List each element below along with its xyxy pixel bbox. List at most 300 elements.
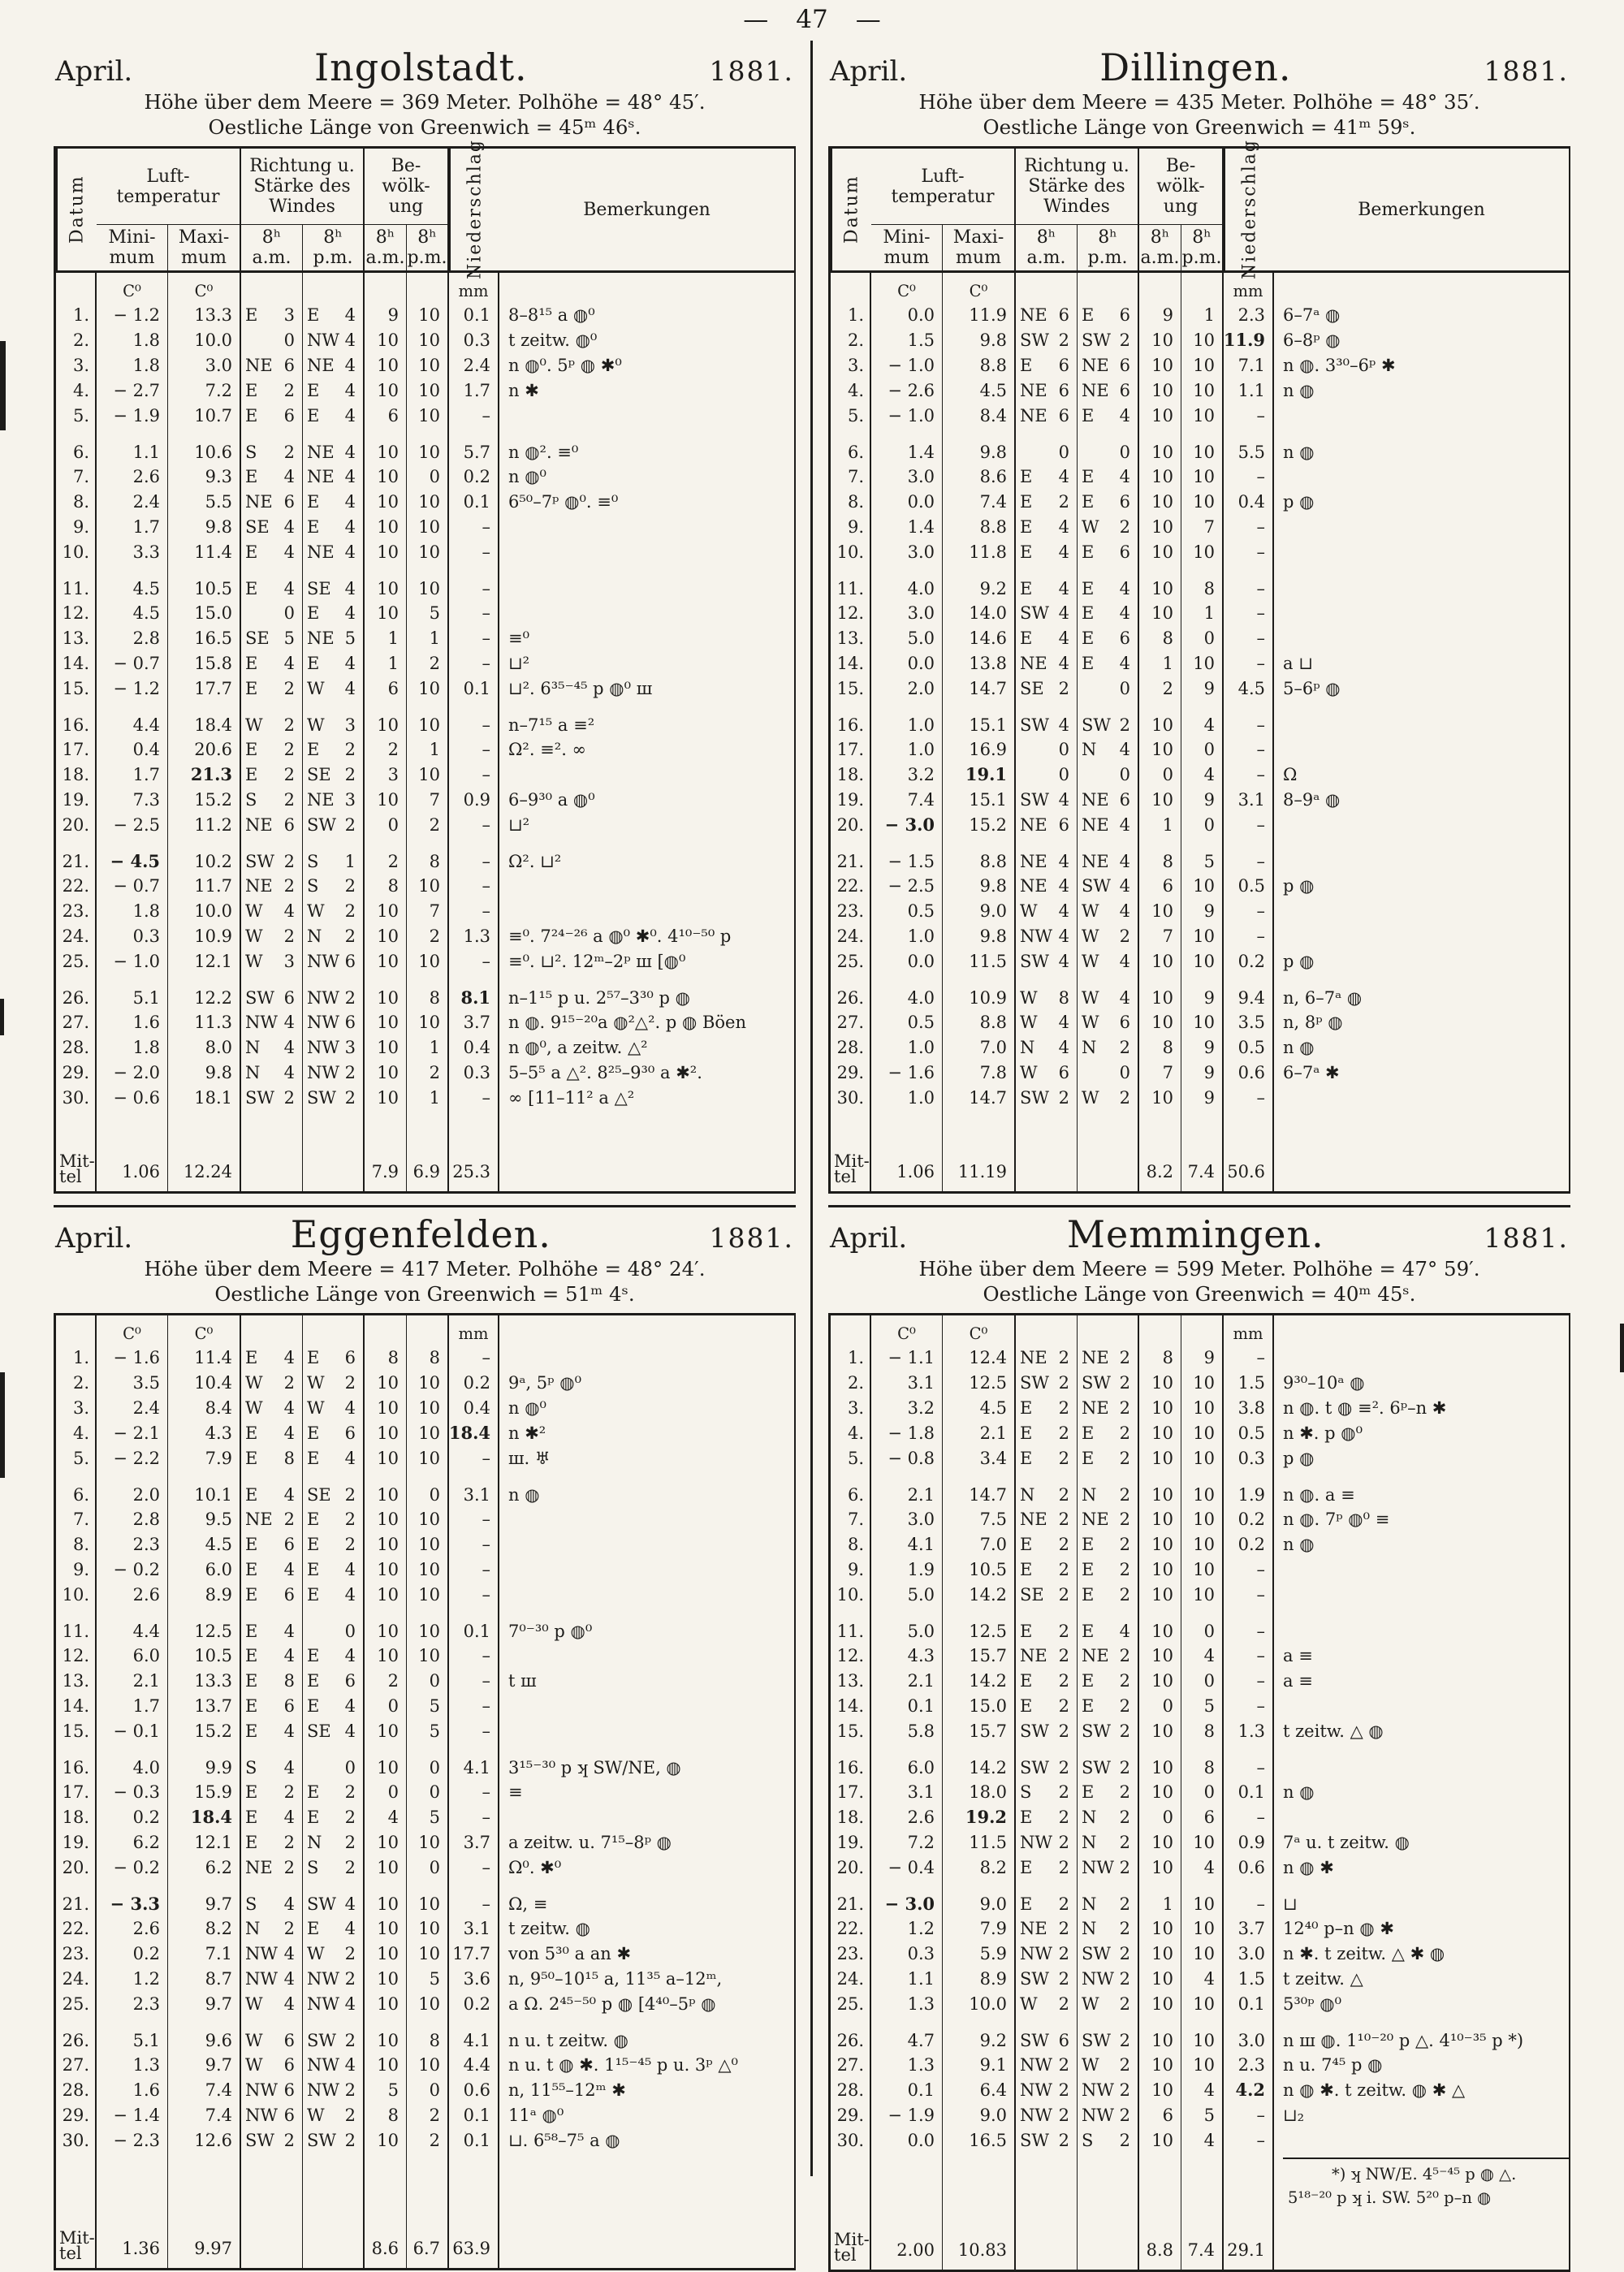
wind-am-dir-cell: N (245, 1037, 261, 1057)
remark-cell (1274, 812, 1569, 837)
precip-cell: 11.9 (1224, 327, 1274, 352)
precip-cell: – (1224, 1668, 1274, 1693)
empty-cell (340, 273, 365, 302)
cloud-pm-cell: 0 (1181, 736, 1224, 762)
mittel-row (831, 1110, 1569, 1191)
wind-pm-dir-cell: E (1082, 628, 1095, 648)
wind-pm-dir-cell: NE (1082, 1347, 1109, 1367)
wind-am-force-cell: 2 (279, 736, 303, 762)
wind-am-force-cell: 2 (1053, 1693, 1078, 1718)
temp-max-cell: 9.9 (168, 1743, 241, 1779)
cloud-am-cell: 10 (1139, 2016, 1181, 2052)
temp-max-cell: 11.4 (168, 1345, 241, 1370)
remark-cell: ≡ (508, 1782, 523, 1802)
wind-am-force-cell: 2 (1053, 1471, 1078, 1506)
temp-min-cell: 0.0 (871, 948, 943, 974)
wind-pm-force-cell: 0 (340, 1607, 365, 1643)
temp-max-cell: 12.4 (943, 1345, 1016, 1370)
month-label: April. (830, 55, 908, 88)
cloud-am-cell: 10 (1139, 736, 1181, 762)
temp-max-cell: 9.5 (168, 1506, 241, 1531)
table-row (831, 539, 1569, 564)
wind-am-force-cell: 2 (279, 1855, 303, 1880)
date-cell: 5. (831, 403, 871, 428)
remark-cell: t zeitw. ◍⁰ (508, 330, 598, 350)
date-cell: 16. (56, 701, 97, 736)
cloud-pm-cell: 10 (1181, 1009, 1224, 1034)
cloud-pm-cell: 8 (407, 837, 449, 873)
remark-cell: n ◍. 7ᵖ ◍⁰ ≡ (1283, 1509, 1390, 1529)
table-row (56, 948, 794, 974)
table-row (831, 837, 1569, 873)
mittel-label: Mit- tel (831, 1110, 871, 1191)
cloud-pm-cell: 10 (1181, 1557, 1224, 1582)
remark-cell: n u. 7⁴⁵ p ◍ (1283, 2054, 1383, 2075)
temp-max-cell: 18.1 (168, 1085, 241, 1110)
precip-cell: 3.7 (1224, 1916, 1274, 1941)
cloud-pm-cell: 10 (407, 873, 449, 898)
wind-pm-dir-cell: E (307, 380, 320, 400)
wind-am-dir-cell (1016, 428, 1053, 464)
wind-am-force-cell: 2 (1053, 1941, 1078, 1966)
wind-pm-dir-cell: E (1082, 579, 1095, 598)
cloud-am-cell: 8 (1139, 1034, 1181, 1060)
wind-pm-dir-cell: NW (307, 1012, 339, 1032)
wind-pm-dir-cell: W (307, 901, 325, 921)
precip-cell: 7.1 (1224, 352, 1274, 378)
wind-am-dir-cell: NW (245, 2105, 278, 2125)
date-cell: 23. (56, 898, 97, 923)
cloud-pm-cell: 10 (407, 1009, 449, 1034)
wind-pm-force-cell: 3 (340, 1034, 365, 1060)
wind-am-dir-cell: E (1020, 1397, 1033, 1418)
temp-max-cell: 9.2 (943, 2016, 1016, 2052)
precip-cell: 3.7 (449, 1829, 499, 1855)
remark-cell: n ◍⁰. 5ᵖ ◍ ✱⁰ (508, 355, 622, 375)
wind-am-force-cell: 4 (279, 514, 303, 539)
remark-cell: 8–8¹⁵ a ◍⁰ (508, 305, 595, 325)
date-cell: 9. (831, 514, 871, 539)
remark-cell: 9ᵃ, 5ᵖ ◍⁰ (508, 1372, 581, 1393)
table-row (56, 1034, 794, 1060)
cloud-am-cell: 10 (365, 701, 407, 736)
cloud-am-cell: 1 (1139, 650, 1181, 676)
date-cell: 19. (56, 1829, 97, 1855)
date-cell: 26. (831, 974, 871, 1009)
temp-max-cell: 8.4 (168, 1395, 241, 1420)
temp-max-cell: 12.5 (943, 1370, 1016, 1395)
cloud-pm-cell: 10 (407, 1531, 449, 1557)
wind-pm-dir-cell: NE (1082, 380, 1109, 400)
remark-cell (1274, 837, 1569, 873)
wind-pm-dir-cell: W (1082, 926, 1099, 946)
cloud-am-cell: 10 (1139, 1531, 1181, 1557)
wind-am-force-cell: 6 (1053, 403, 1078, 428)
col-wind-am: 8ʰ a.m. (241, 225, 303, 270)
empty-cell (1139, 2153, 1181, 2224)
remark-cell (499, 600, 794, 625)
cloud-am-cell: 10 (365, 514, 407, 539)
wind-am-dir-cell: NW (1020, 1943, 1052, 1963)
cloud-pm-cell: 1 (407, 736, 449, 762)
wind-pm-dir-cell: E (307, 1509, 320, 1529)
cloud-am-cell: 2 (365, 736, 407, 762)
wind-am-force-cell: 2 (279, 873, 303, 898)
date-cell: 14. (831, 650, 871, 676)
wind-am-dir-cell: E (1020, 1670, 1033, 1691)
wind-pm-force-cell: 6 (1115, 539, 1139, 564)
temp-min-cell: 2.4 (97, 1395, 168, 1420)
mittel-precip: 63.9 (449, 2153, 499, 2268)
footnote-row (831, 2153, 1569, 2224)
cloud-am-cell: 1 (1139, 812, 1181, 837)
wind-pm-force-cell: 4 (1115, 974, 1139, 1009)
temp-max-cell: 10.2 (168, 837, 241, 873)
date-cell: 7. (56, 1506, 97, 1531)
precip-cell: 3.0 (1224, 1941, 1274, 1966)
table-row (56, 1531, 794, 1557)
wind-pm-force-cell: 2 (340, 974, 365, 1009)
col-bemerkungen: Bemerkungen (1358, 199, 1485, 220)
mittel-precip: 50.6 (1224, 1110, 1274, 1191)
wind-am-dir-cell: E (1020, 516, 1033, 537)
cloud-pm-cell: 10 (1181, 650, 1224, 676)
wind-am-dir-cell: SW (245, 852, 274, 871)
unit-mm: mm (1224, 1315, 1274, 1345)
table-row (831, 1370, 1569, 1395)
wind-am-force-cell: 2 (1053, 1395, 1078, 1420)
wind-pm-dir-cell: E (307, 1807, 320, 1827)
temp-max-cell: 16.5 (943, 2127, 1016, 2153)
unit-celsius: C⁰ (943, 273, 1016, 302)
table-row (831, 489, 1569, 514)
cloud-am-cell: 10 (365, 948, 407, 974)
wind-pm-force-cell: 3 (340, 787, 365, 812)
temp-max-cell: 7.4 (168, 2102, 241, 2127)
cloud-am-cell: 5 (365, 2077, 407, 2102)
table-row (831, 1743, 1569, 1779)
temp-max-cell: 14.7 (943, 676, 1016, 701)
wind-pm-force-cell: 4 (1115, 464, 1139, 489)
wind-am-dir-cell: W (245, 1397, 263, 1418)
date-cell: 22. (831, 873, 871, 898)
wind-am-force-cell: 4 (279, 1060, 303, 1085)
precip-cell: – (1224, 2127, 1274, 2153)
remark-cell: ⊔² (508, 814, 530, 835)
wind-am-dir-cell: E (245, 1622, 258, 1641)
precip-cell: 0.1 (449, 676, 499, 701)
precip-cell: 9.4 (1224, 974, 1274, 1009)
wind-am-force-cell: 6 (1053, 352, 1078, 378)
temp-min-cell: − 2.0 (97, 1060, 168, 1085)
cloud-pm-cell: 10 (1181, 428, 1224, 464)
temp-max-cell: 15.0 (168, 600, 241, 625)
wind-pm-dir-cell: E (307, 1559, 320, 1579)
temp-max-cell: 11.3 (168, 1009, 241, 1034)
wind-am-dir-cell: W (1020, 901, 1038, 921)
temp-min-cell: 2.6 (97, 464, 168, 489)
table-row (56, 2102, 794, 2127)
wind-am-force-cell: 6 (1053, 2016, 1078, 2052)
empty-cell (499, 1110, 794, 1191)
empty-cell (499, 1315, 794, 1345)
date-cell: 2. (831, 327, 871, 352)
temp-max-cell: 13.8 (943, 650, 1016, 676)
empty-cell (831, 2153, 871, 2224)
wind-am-force-cell: 0 (1053, 428, 1078, 464)
mittel-row (831, 2224, 1569, 2270)
cloud-pm-cell: 0 (1181, 1607, 1224, 1643)
wind-pm-force-cell: 2 (1115, 1941, 1139, 1966)
remark-cell: ⊔. 6⁵⁸–7⁵ a ◍ (508, 2130, 620, 2150)
date-cell: 19. (831, 1829, 871, 1855)
wind-pm-force-cell: 2 (1115, 1370, 1139, 1395)
empty-cell (499, 273, 794, 302)
cloud-pm-cell: 9 (1181, 676, 1224, 701)
remark-cell: 5³⁰ᵖ ◍⁰ (1283, 1993, 1342, 2014)
temp-min-cell: − 3.0 (871, 1880, 943, 1916)
date-cell: 12. (56, 1643, 97, 1668)
temp-min-cell: − 0.1 (97, 1718, 168, 1743)
wind-am-dir-cell: E (1020, 355, 1033, 375)
temp-max-cell: 19.1 (943, 762, 1016, 787)
cloud-pm-cell: 7 (407, 787, 449, 812)
unit-celsius: C⁰ (168, 1315, 241, 1345)
table-row (831, 1718, 1569, 1743)
year-label: 1881. (1484, 1222, 1569, 1254)
table-row (56, 1370, 794, 1395)
wind-pm-force-cell: 2 (1115, 1395, 1139, 1420)
wind-am-force-cell: 4 (279, 464, 303, 489)
wind-am-force-cell: 4 (1053, 650, 1078, 676)
remark-cell: 6⁵⁰–7ᵖ ◍⁰. ≡⁰ (508, 491, 619, 512)
wind-pm-dir-cell: NW (1082, 1857, 1114, 1877)
temp-min-cell: 3.1 (871, 1370, 943, 1395)
temp-min-cell: − 0.4 (871, 1855, 943, 1880)
empty-cell (279, 2153, 303, 2268)
cloud-am-cell: 10 (365, 787, 407, 812)
remark-cell: ≡⁰ (508, 628, 530, 648)
precip-cell: – (449, 1779, 499, 1804)
wind-am-force-cell: 2 (1053, 2077, 1078, 2102)
table-row (831, 1395, 1569, 1420)
cloud-pm-cell: 10 (1181, 489, 1224, 514)
cloud-pm-cell: 1 (407, 1085, 449, 1110)
cloud-am-cell: 8 (365, 873, 407, 898)
remark-cell: n u. t zeitw. ◍ (508, 2031, 628, 2050)
wind-am-force-cell: 2 (279, 1916, 303, 1941)
wind-pm-dir-cell: E (1082, 1782, 1095, 1802)
cloud-am-cell: 4 (365, 1804, 407, 1829)
wind-pm-dir-cell: NW (307, 2054, 339, 2075)
wind-am-force-cell: 2 (1053, 1420, 1078, 1445)
table-row (56, 762, 794, 787)
wind-pm-dir-cell: SE (307, 579, 331, 598)
temp-min-cell: − 2.2 (97, 1445, 168, 1471)
year-label: 1881. (709, 55, 794, 87)
wind-am-force-cell: 4 (279, 1034, 303, 1060)
remark-cell: ⊔ (1283, 1894, 1298, 1914)
wind-pm-force-cell: 4 (1115, 736, 1139, 762)
wind-pm-dir-cell (1078, 762, 1115, 787)
temp-max-cell: 12.5 (168, 1607, 241, 1643)
wind-pm-dir-cell: W (307, 1372, 325, 1393)
cloud-am-cell: 10 (365, 1471, 407, 1506)
temp-max-cell: 14.2 (943, 1668, 1016, 1693)
temp-max-cell: 13.7 (168, 1693, 241, 1718)
date-cell: 15. (831, 676, 871, 701)
wind-am-dir-cell: W (245, 1372, 263, 1393)
wind-am-dir-cell: SW (1020, 330, 1049, 350)
temp-max-cell: 9.8 (168, 514, 241, 539)
cloud-am-cell: 10 (365, 1034, 407, 1060)
remark-cell: n ◍ (1283, 443, 1315, 462)
temp-max-cell: 8.6 (943, 464, 1016, 489)
cloud-pm-cell: 7 (1181, 514, 1224, 539)
temp-min-cell: 1.8 (97, 1034, 168, 1060)
date-cell: 13. (56, 1668, 97, 1693)
temp-max-cell: 17.7 (168, 676, 241, 701)
date-cell: 5. (831, 1445, 871, 1471)
temp-max-cell: 15.7 (943, 1718, 1016, 1743)
table-row (56, 837, 794, 873)
cloud-pm-cell: 10 (407, 352, 449, 378)
cloud-am-cell: 10 (1139, 1991, 1181, 2016)
wind-pm-dir-cell: SW (307, 2130, 336, 2150)
date-cell: 4. (56, 1420, 97, 1445)
date-cell: 18. (831, 1804, 871, 1829)
date-cell: 8. (56, 489, 97, 514)
col-cloud-am: 8ʰ a.m. (365, 225, 407, 270)
wind-pm-force-cell: 4 (340, 1395, 365, 1420)
temp-min-cell: 3.0 (871, 600, 943, 625)
empty-cell (241, 1110, 279, 1191)
temp-max-cell: 8.9 (168, 1582, 241, 1607)
mittel-cloud-pm: 7.4 (1181, 1110, 1224, 1191)
precip-cell: – (449, 873, 499, 898)
date-cell: 13. (831, 1668, 871, 1693)
temp-max-cell: 9.7 (168, 2052, 241, 2077)
cloud-am-cell: 10 (1139, 2127, 1181, 2153)
longitude-line: Oestliche Länge von Greenwich = 40ᵐ 45ˢ. (983, 1282, 1416, 1306)
wind-am-dir-cell: W (245, 1993, 263, 2014)
temp-min-cell: 1.0 (871, 1034, 943, 1060)
temp-max-cell: 14.7 (943, 1085, 1016, 1110)
cloud-am-cell: 10 (365, 1607, 407, 1643)
temp-min-cell: 5.1 (97, 974, 168, 1009)
table-row (831, 812, 1569, 837)
cloud-pm-cell: 4 (1181, 2077, 1224, 2102)
cloud-am-cell: 10 (365, 489, 407, 514)
wind-pm-force-cell: 0 (1115, 762, 1139, 787)
table-row (56, 564, 794, 600)
cloud-am-cell: 1 (365, 650, 407, 676)
cloud-am-cell: 10 (365, 539, 407, 564)
wind-pm-force-cell: 4 (1115, 812, 1139, 837)
precip-cell: – (449, 600, 499, 625)
wind-am-dir-cell: E (1020, 1894, 1033, 1914)
cloud-am-cell: 10 (1139, 1395, 1181, 1420)
table-row (831, 302, 1569, 327)
wind-am-dir-cell: E (245, 542, 258, 562)
cloud-pm-cell: 10 (407, 1395, 449, 1420)
wind-am-dir-cell: E (1020, 466, 1033, 486)
empty-cell (1078, 2153, 1115, 2224)
wind-pm-force-cell: 2 (340, 762, 365, 787)
temp-min-cell: − 1.4 (97, 2102, 168, 2127)
precip-cell: – (1224, 539, 1274, 564)
precip-cell: – (1224, 898, 1274, 923)
date-cell: 5. (56, 403, 97, 428)
wind-pm-force-cell: 4 (340, 1557, 365, 1582)
precip-cell: 0.2 (449, 464, 499, 489)
col-cloud-pm: 8ʰ p.m. (1181, 225, 1224, 270)
temp-max-cell: 11.9 (943, 302, 1016, 327)
table-row (56, 1668, 794, 1693)
table-row (56, 676, 794, 701)
date-cell: 3. (831, 352, 871, 378)
temp-min-cell: 3.0 (871, 539, 943, 564)
wind-am-dir-cell: W (1020, 988, 1038, 1008)
cloud-pm-cell: 7 (407, 898, 449, 923)
precip-cell: 0.9 (449, 787, 499, 812)
footnote (1283, 2153, 1569, 2209)
empty-cell (407, 273, 449, 302)
wind-am-force-cell: 4 (279, 1607, 303, 1643)
wind-pm-force-cell: 6 (340, 1668, 365, 1693)
date-cell: 21. (56, 1880, 97, 1916)
wind-am-force-cell: 2 (1053, 1829, 1078, 1855)
wind-am-dir-cell: NW (245, 2080, 278, 2100)
temp-max-cell: 9.1 (943, 2052, 1016, 2077)
remark-cell: 12⁴⁰ p–n ◍ ✱ (1283, 1918, 1394, 1938)
remark-cell: n–7¹⁵ a ≡² (508, 715, 595, 735)
temp-max-cell: 10.5 (168, 1643, 241, 1668)
temp-max-cell: 10.0 (943, 1991, 1016, 2016)
temp-min-cell: 2.8 (97, 625, 168, 650)
temp-max-cell: 15.8 (168, 650, 241, 676)
wind-am-dir-cell: NE (1020, 380, 1047, 400)
wind-pm-dir-cell: NE (1082, 1397, 1109, 1418)
temp-min-cell: − 3.0 (871, 812, 943, 837)
page-number-dash: — (743, 5, 769, 34)
wind-am-dir-cell: E (1020, 491, 1033, 512)
cloud-am-cell: 0 (365, 1693, 407, 1718)
temp-max-cell: 8.7 (168, 1966, 241, 1991)
wind-pm-dir-cell: S (1082, 2130, 1094, 2150)
table-row (56, 974, 794, 1009)
wind-am-dir-cell: NE (1020, 1645, 1047, 1665)
cloud-am-cell: 8 (1139, 837, 1181, 873)
table-row (831, 1829, 1569, 1855)
remark-cell: p ◍ (1283, 951, 1315, 971)
remark-cell: Ω². ⊔² (508, 852, 562, 871)
col-wind: Richtung u. Stärke des Windes (241, 149, 365, 225)
wind-am-dir-cell: NE (1020, 305, 1047, 325)
wind-am-dir-cell: E (245, 739, 258, 759)
empty-cell (1053, 2224, 1078, 2270)
wind-pm-force-cell: 2 (340, 1855, 365, 1880)
precip-cell: – (449, 1582, 499, 1607)
wind-am-force-cell: 4 (1053, 948, 1078, 974)
date-cell: 4. (831, 378, 871, 403)
table-row (56, 1009, 794, 1034)
remark-cell: Ω (1283, 764, 1298, 784)
cloud-am-cell: 10 (365, 1582, 407, 1607)
temp-max-cell: 10.5 (943, 1557, 1016, 1582)
remark-cell: n ✱. t zeitw. △ ✱ ◍ (1283, 1943, 1445, 1963)
date-cell: 4. (831, 1420, 871, 1445)
